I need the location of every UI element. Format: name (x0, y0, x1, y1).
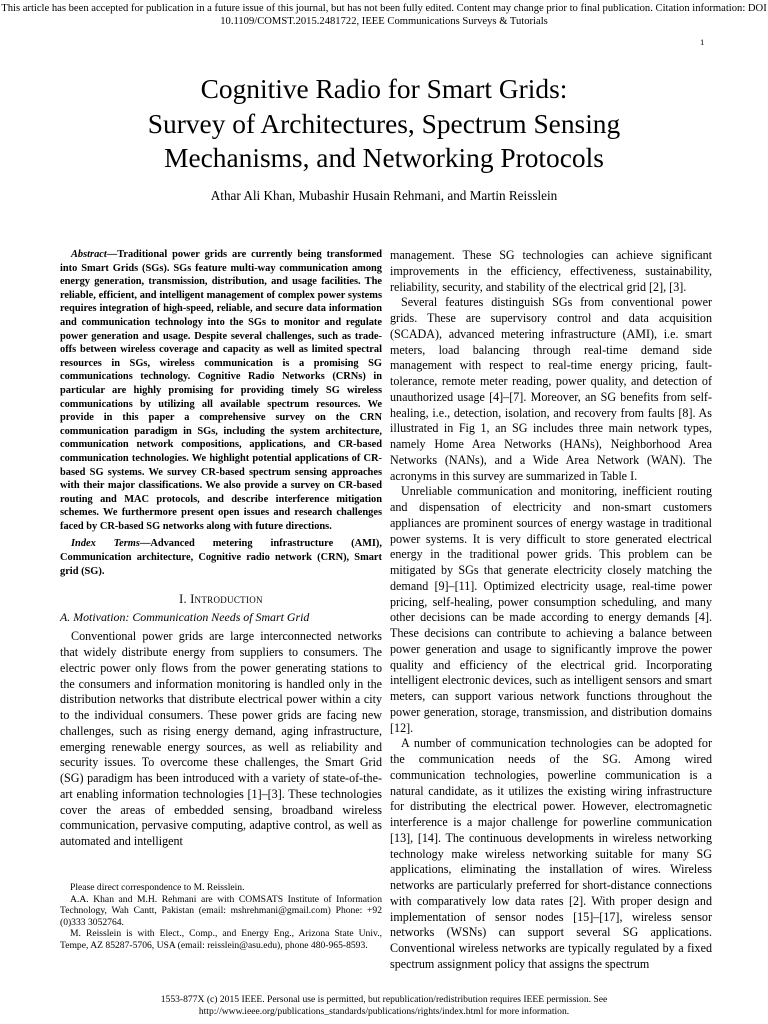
copyright-footer (0, 994, 768, 1018)
abstract-label: Abstract (71, 249, 107, 260)
right-paragraph-4: A number of communication technologies can be adopted for the communication needs of the SG. Among wired communication technologies, powerline communication is a natural candidate, as it utilizes the existing wiring infrastructure for distributing the electrical power. However, electromagnetic interference is a major challenge for powerline communication [13], [14]. The continuous developments in wireless networking technology make wireless networking suitable for many SG applications, eliminating the installation of wires. Wireless networks are particularly preferred for short-distance connections with comparatively low data rates [2]. With proper design and implementation of sensor nodes [15]–[17], wireless sensor networks (WSNs) can support several SG applications. Conventional wireless networks are typically regulated by a fixed spectrum assignment policy that assigns the spectrum (390, 736, 712, 971)
footer-line1: 1553-877X (c) 2015 IEEE. Personal use is permitted, but republication/redistribution requires IEEE permission. See (160, 994, 608, 1005)
paper-title (40, 72, 728, 176)
section-heading-introduction: I. Introduction (179, 592, 263, 607)
title-line1: Cognitive Radio for Smart Grids: (200, 74, 568, 104)
title-line3: Mechanisms, and Networking Protocols (164, 143, 604, 173)
right-column (390, 248, 712, 973)
author-list: Athar Ali Khan, Mubashir Husain Rehmani, and Martin Reisslein (210, 188, 558, 203)
footnote-correspondence: Please direct correspondence to M. Reisslein. (70, 882, 245, 893)
title-line2: Survey of Architectures, Spectrum Sensing (147, 108, 621, 139)
left-column (60, 248, 382, 850)
abstract-text: —Traditional power grids are currently being transformed into Smart Grids (SGs). SGs feature multi-way communication among energy generation, transmission, distribution, and usage facilities. The reliable, efficient, and intelligent management of complex power systems requires integration of high-speed, reliable, and secure data information and communication technology into the SGs to monitor and regulate power generation and usage. Despite several challenges, such as trade-offs between wireless coverage and capacity as well as limited spectral resources in SGs, wireless communication is a promising SG communications technology. Cognitive Radio Networks (CRNs) in particular are highly promising for providing timely SG wireless communications by utilizing all available spectrum resources. We provide in this paper a comprehensive survey on the CRN communication paradigm in SGs, including the system architecture, communication network compositions, applications, and CR-based communication technologies. We highlight potential applications of CR-based SG systems. We survey CR-based spectrum sensing approaches with their major classifications. We also provide a survey on CR-based routing and MAC protocols, and describe interference mitigation schemes. We furthermore present open issues and research challenges faced by CR-based SG networks along with future directions. (60, 249, 382, 532)
right-paragraph-1: management. These SG technologies can achieve significant improvements in the efficiency, effectiveness, sustainability, reliability, security, and stability of the electrical grid [2], [3]. (390, 248, 712, 294)
header-notice (0, 3, 768, 28)
index-terms (60, 537, 382, 578)
header-notice-line1: This article has been accepted for publication in a future issue of this journal, but has not been fully edited. Content may change prior to final publication. Citation information: DOI (1, 3, 767, 14)
abstract (60, 248, 382, 533)
header-notice-line2: 10.1109/COMST.2015.2481722, IEEE Communications Surveys & Tutorials (220, 15, 548, 27)
footnote-affiliation-khan-rehmani: A.A. Khan and M.H. Rehmani are with COMSATS Institute of Information Technology, Wah Cantt, Pakistan (email: mshrehmani@gmail.com) Phone: +92 (0)333 3052764. (60, 893, 382, 928)
footnote-affiliation-reisslein: M. Reisslein is with Elect., Comp., and Energy Eng., Arizona State Univ., Tempe, AZ 85287-5706, USA (email: reisslein@asu.edu), phone 480-965-8593. (60, 928, 382, 951)
intro-paragraph-1: Conventional power grids are large interconnected networks that widely distribute energy from suppliers to consumers. The electric power only flows from the power generating stations to the consumers and information monitoring is handled only in the distribution networks that distribute electrical power within a city to the individual consumers. These power grids are facing new challenges, such as rising energy demand, aging infrastructure, emerging renewable energy sources, as well as reliability and security issues. To overcome these challenges, the Smart Grid (SG) paradigm has been introduced with a variety of state-of-the-art enabling information technologies [1]–[3]. These technologies cover the areas of embedded sensing, broadband wireless communication, pervasive computing, adaptive control, as well as automated and intelligent (60, 629, 382, 848)
right-paragraph-3: Unreliable communication and monitoring, inefficient routing and dispensation of electricity and non-smart customers appliances are prominent sources of energy wastage in traditional power systems. It is very difficult to store generated electrical energy in the traditional power grids. This problem can be mitigated by SGs that generate electricity closely matching the demand [9]–[11]. Optimized electricity usage, real-time power pricing, self-healing, power consumption scheduling, and many other decisions can be made according to energy demands [4]. These decisions can contribute to achieving a balance between power generation and usage to significantly improve the power quality and efficiency of the electrical grid. Incorporating intelligent electronic devices, such as intelligent sensors and smart meters, can support various network functions throughout the power generation, storage, transmission, and distribution domains [12]. (390, 484, 712, 735)
page-number: 1 (700, 37, 705, 47)
footnotes (60, 882, 382, 952)
right-paragraph-2: Several features distinguish SGs from conventional power grids. These are supervisory control and data acquisition (SCADA), advanced metering infrastructure (AMI), i.e. smart meters, load balancing through real-time demand side management with respect to real-time energy pricing, fault-tolerance, remote meter reading, power quality, and detection of unauthorized usage [4]–[7]. Moreover, an SG benefits from self-healing, i.e., detection, isolation, and recovery from faults [8]. As illustrated in Fig 1, an SG includes three main network types, namely Home Area Networks (HANs), Neighborhood Area Networks (NANs), and a Wide Area Network (WAN). The acronyms in this survey are summarized in Table I. (390, 295, 712, 483)
index-terms-label: Index Terms (71, 538, 140, 550)
footer-line2: http://www.ieee.org/publications_standards/publications/rights/index.html for more information. (198, 1005, 570, 1017)
index-terms-text: —Advanced metering infrastructure (AMI), Communication architecture, Cognitive radio network (CRN), Smart grid (SG). (60, 538, 382, 577)
subsection-heading-motivation: A. Motivation: Communication Needs of Smart Grid (60, 610, 310, 625)
